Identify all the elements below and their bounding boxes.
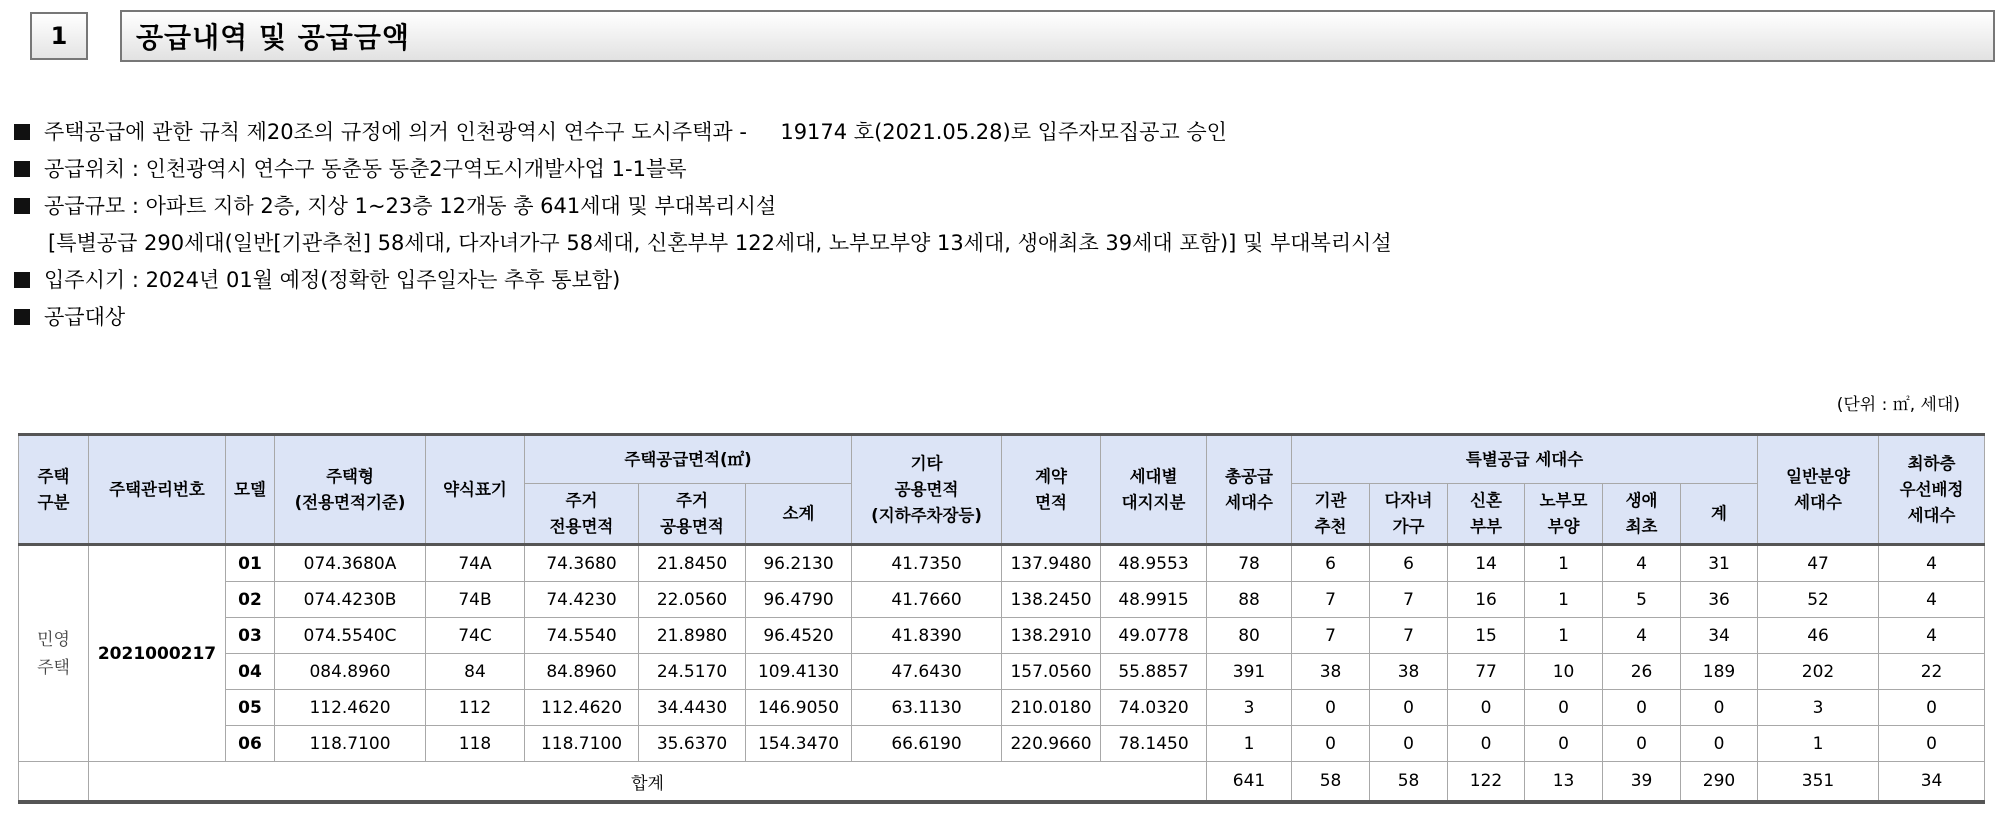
header-short: 약식표기 xyxy=(426,435,525,545)
cell-subtotal: 146.9050 xyxy=(746,690,852,726)
table-row xyxy=(19,582,1985,618)
header-common: 주거 공용면적 xyxy=(639,484,746,545)
cell-other: 66.6190 xyxy=(852,726,1002,762)
cell-contract: 210.0180 xyxy=(1002,690,1101,726)
header-type: 주택형 (전용면적기준) xyxy=(275,435,426,545)
cell-sp-sum: 189 xyxy=(1681,654,1758,690)
cell-land: 55.8857 xyxy=(1101,654,1207,690)
header-newlywed: 신혼 부부 xyxy=(1448,484,1525,545)
cell-parents: 0 xyxy=(1525,726,1603,762)
cell-model: 03 xyxy=(226,618,275,654)
header-parents: 노부모 부양 xyxy=(1525,484,1603,545)
cell-short: 84 xyxy=(426,654,525,690)
section-title: 공급내역 및 공급금액 xyxy=(120,10,1995,62)
square-bullet-icon xyxy=(14,309,30,325)
cell-parents: 10 xyxy=(1525,654,1603,690)
cell-inst: 7 xyxy=(1292,618,1370,654)
table-row xyxy=(19,654,1985,690)
table-row xyxy=(19,545,1985,582)
cell-short: 118 xyxy=(426,726,525,762)
cell-other: 41.7660 xyxy=(852,582,1002,618)
cell-contract: 220.9660 xyxy=(1002,726,1101,762)
cell-lowest: 4 xyxy=(1879,582,1985,618)
cell-common: 21.8980 xyxy=(639,618,746,654)
header-model: 모델 xyxy=(226,435,275,545)
cell-total-first: 39 xyxy=(1603,762,1681,803)
cell-model: 04 xyxy=(226,654,275,690)
cell-exclusive: 74.5540 xyxy=(525,618,639,654)
cell-parents: 1 xyxy=(1525,618,1603,654)
cell-total-label: 합계 xyxy=(89,762,1207,803)
cell-model: 06 xyxy=(226,726,275,762)
cell-land: 48.9915 xyxy=(1101,582,1207,618)
cell-total: 88 xyxy=(1207,582,1292,618)
cell-type: 084.8960 xyxy=(275,654,426,690)
table-row xyxy=(19,726,1985,762)
cell-exclusive: 74.3680 xyxy=(525,545,639,582)
cell-kind: 민영 주택 xyxy=(19,545,89,762)
cell-subtotal: 96.4790 xyxy=(746,582,852,618)
unit-note: (단위 : ㎡, 세대) xyxy=(1836,395,1960,415)
cell-inst: 7 xyxy=(1292,582,1370,618)
header-area-group: 주택공급면적(㎡) xyxy=(525,435,852,484)
cell-model: 02 xyxy=(226,582,275,618)
cell-parents: 1 xyxy=(1525,545,1603,582)
cell-common: 22.0560 xyxy=(639,582,746,618)
header-general: 일반분양 세대수 xyxy=(1758,435,1879,545)
cell-newlywed: 77 xyxy=(1448,654,1525,690)
cell-total-sp-sum: 290 xyxy=(1681,762,1758,803)
header-other-common: 기타 공용면적 (지하주차장등) xyxy=(852,435,1002,545)
cell-common: 21.8450 xyxy=(639,545,746,582)
header-exclusive: 주거 전용면적 xyxy=(525,484,639,545)
cell-model: 01 xyxy=(226,545,275,582)
header-sp-sum: 계 xyxy=(1681,484,1758,545)
cell-general: 1 xyxy=(1758,726,1879,762)
cell-newlywed: 15 xyxy=(1448,618,1525,654)
bullet-approval: 주택공급에 관한 규칙 제20조의 규정에 의거 인천광역시 연수구 도시주택과 - 19174 호(2021.05.28)로 입주자모집공고 승인 xyxy=(14,114,1974,151)
cell-common: 35.6370 xyxy=(639,726,746,762)
total-row xyxy=(19,762,1985,803)
cell-contract: 137.9480 xyxy=(1002,545,1101,582)
cell-model: 05 xyxy=(226,690,275,726)
cell-multi: 0 xyxy=(1370,690,1448,726)
cell-total: 78 xyxy=(1207,545,1292,582)
cell-multi: 6 xyxy=(1370,545,1448,582)
cell-contract: 138.2450 xyxy=(1002,582,1101,618)
cell-general: 47 xyxy=(1758,545,1879,582)
cell-multi: 38 xyxy=(1370,654,1448,690)
cell-general: 202 xyxy=(1758,654,1879,690)
cell-multi: 7 xyxy=(1370,618,1448,654)
cell-general: 52 xyxy=(1758,582,1879,618)
header-contract: 계약 면적 xyxy=(1002,435,1101,545)
cell-lowest: 4 xyxy=(1879,618,1985,654)
cell-first: 5 xyxy=(1603,582,1681,618)
cell-total-parents: 13 xyxy=(1525,762,1603,803)
header-subtotal: 소계 xyxy=(746,484,852,545)
cell-land: 48.9553 xyxy=(1101,545,1207,582)
cell-land: 78.1450 xyxy=(1101,726,1207,762)
cell-other: 41.8390 xyxy=(852,618,1002,654)
cell-total-lowest: 34 xyxy=(1879,762,1985,803)
header-inst: 기관 추천 xyxy=(1292,484,1370,545)
cell-type: 074.3680A xyxy=(275,545,426,582)
cell-short: 74B xyxy=(426,582,525,618)
cell-code: 2021000217 xyxy=(89,545,226,762)
cell-contract: 157.0560 xyxy=(1002,654,1101,690)
cell-total-newlywed: 122 xyxy=(1448,762,1525,803)
cell-sp-sum: 31 xyxy=(1681,545,1758,582)
cell-subtotal: 96.2130 xyxy=(746,545,852,582)
cell-land: 74.0320 xyxy=(1101,690,1207,726)
cell-short: 112 xyxy=(426,690,525,726)
cell-lowest: 0 xyxy=(1879,726,1985,762)
cell-subtotal: 109.4130 xyxy=(746,654,852,690)
cell-newlywed: 0 xyxy=(1448,690,1525,726)
cell-total: 391 xyxy=(1207,654,1292,690)
header-special-group: 특별공급 세대수 xyxy=(1292,435,1758,484)
cell-exclusive: 118.7100 xyxy=(525,726,639,762)
cell-type: 118.7100 xyxy=(275,726,426,762)
cell-sp-sum: 0 xyxy=(1681,690,1758,726)
cell-general: 3 xyxy=(1758,690,1879,726)
cell-total-multi: 58 xyxy=(1370,762,1448,803)
cell-first: 4 xyxy=(1603,618,1681,654)
cell-blank xyxy=(19,762,89,803)
cell-general: 46 xyxy=(1758,618,1879,654)
cell-type: 074.5540C xyxy=(275,618,426,654)
cell-exclusive: 84.8960 xyxy=(525,654,639,690)
header-multi: 다자녀 가구 xyxy=(1370,484,1448,545)
cell-sp-sum: 36 xyxy=(1681,582,1758,618)
cell-lowest: 22 xyxy=(1879,654,1985,690)
cell-multi: 7 xyxy=(1370,582,1448,618)
cell-inst: 0 xyxy=(1292,726,1370,762)
header-kind: 주택 구분 xyxy=(19,435,89,545)
cell-exclusive: 74.4230 xyxy=(525,582,639,618)
cell-newlywed: 14 xyxy=(1448,545,1525,582)
table-row xyxy=(19,690,1985,726)
cell-short: 74C xyxy=(426,618,525,654)
cell-first: 4 xyxy=(1603,545,1681,582)
cell-first: 0 xyxy=(1603,690,1681,726)
square-bullet-icon xyxy=(14,272,30,288)
cell-newlywed: 0 xyxy=(1448,726,1525,762)
cell-first: 26 xyxy=(1603,654,1681,690)
header-total-units: 총공급 세대수 xyxy=(1207,435,1292,545)
cell-land: 49.0778 xyxy=(1101,618,1207,654)
cell-inst: 0 xyxy=(1292,690,1370,726)
supply-table xyxy=(18,433,1985,804)
cell-short: 74A xyxy=(426,545,525,582)
cell-type: 074.4230B xyxy=(275,582,426,618)
table-row xyxy=(19,618,1985,654)
cell-inst: 38 xyxy=(1292,654,1370,690)
bullet-scale: 공급규모 : 아파트 지하 2층, 지상 1~23층 12개동 총 641세대 및 부대복리시설 xyxy=(14,188,1974,225)
cell-common: 34.4430 xyxy=(639,690,746,726)
cell-common: 24.5170 xyxy=(639,654,746,690)
square-bullet-icon xyxy=(14,161,30,177)
cell-other: 41.7350 xyxy=(852,545,1002,582)
cell-contract: 138.2910 xyxy=(1002,618,1101,654)
bullet-target: 공급대상 xyxy=(14,299,1974,336)
header-land: 세대별 대지지분 xyxy=(1101,435,1207,545)
cell-sp-sum: 34 xyxy=(1681,618,1758,654)
cell-inst: 6 xyxy=(1292,545,1370,582)
cell-multi: 0 xyxy=(1370,726,1448,762)
bullet-location: 공급위치 : 인천광역시 연수구 동춘동 동춘2구역도시개발사업 1-1블록 xyxy=(14,151,1974,188)
section-number: 1 xyxy=(30,12,88,60)
header-first: 생애 최초 xyxy=(1603,484,1681,545)
cell-newlywed: 16 xyxy=(1448,582,1525,618)
cell-sp-sum: 0 xyxy=(1681,726,1758,762)
square-bullet-icon xyxy=(14,198,30,214)
bullet-move-in: 입주시기 : 2024년 01월 예정(정확한 입주일자는 추후 통보함) xyxy=(14,262,1974,299)
header-lowest: 최하층 우선배정 세대수 xyxy=(1879,435,1985,545)
cell-subtotal: 154.3470 xyxy=(746,726,852,762)
header-code: 주택관리번호 xyxy=(89,435,226,545)
cell-exclusive: 112.4620 xyxy=(525,690,639,726)
notice-bullets xyxy=(14,114,1974,336)
cell-other: 47.6430 xyxy=(852,654,1002,690)
cell-lowest: 0 xyxy=(1879,690,1985,726)
cell-first: 0 xyxy=(1603,726,1681,762)
cell-parents: 0 xyxy=(1525,690,1603,726)
cell-type: 112.4620 xyxy=(275,690,426,726)
cell-total-inst: 58 xyxy=(1292,762,1370,803)
cell-lowest: 4 xyxy=(1879,545,1985,582)
cell-total-total: 641 xyxy=(1207,762,1292,803)
cell-total: 80 xyxy=(1207,618,1292,654)
cell-total-general: 351 xyxy=(1758,762,1879,803)
bullet-special-supply: [특별공급 290세대(일반[기관추천] 58세대, 다자녀가구 58세대, 신혼부부 122세대, 노부모부양 13세대, 생애최초 39세대 포함)] 및 부대복리시설 xyxy=(48,231,1392,255)
square-bullet-icon xyxy=(14,124,30,140)
cell-total: 3 xyxy=(1207,690,1292,726)
cell-other: 63.1130 xyxy=(852,690,1002,726)
table-body xyxy=(19,545,1985,803)
cell-subtotal: 96.4520 xyxy=(746,618,852,654)
cell-parents: 1 xyxy=(1525,582,1603,618)
cell-total: 1 xyxy=(1207,726,1292,762)
